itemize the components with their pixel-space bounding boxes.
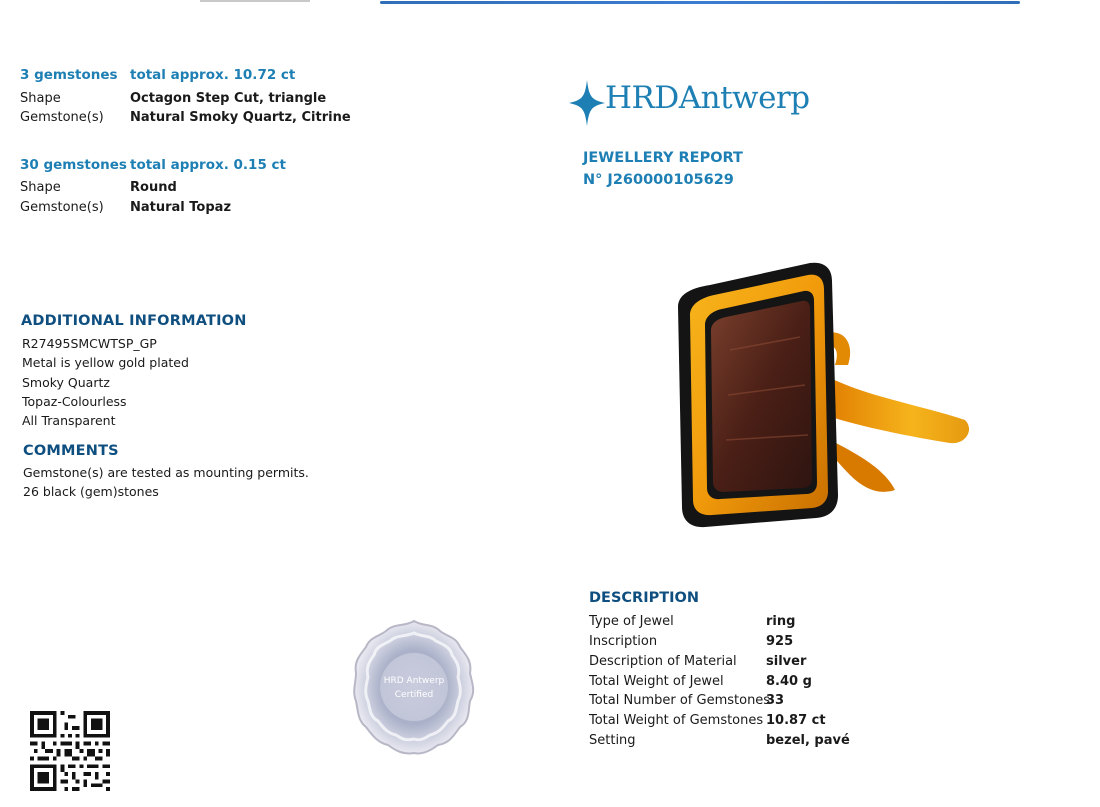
top-grey-line [200, 0, 310, 2]
description-key: Description of Material [589, 654, 737, 669]
description-value: 925 [766, 634, 794, 649]
description-value: 8.40 g [766, 674, 812, 689]
description-value: silver [766, 654, 807, 669]
description-title: DESCRIPTION [589, 590, 699, 606]
additional-info-line: Topaz-Colourless [22, 394, 127, 409]
additional-info-line: All Transparent [22, 413, 116, 428]
comment-line: 26 black (gem)stones [23, 484, 159, 499]
description-key: Type of Jewel [589, 614, 674, 629]
additional-information-title: ADDITIONAL INFORMATION [21, 313, 247, 329]
shape-label: Shape [20, 91, 61, 106]
logo-text: HRDAntwerp [605, 80, 810, 116]
gemstones-value: Natural Smoky Quartz, Citrine [130, 110, 351, 125]
description-key: Setting [589, 733, 636, 748]
additional-info-line: R27495SMCWTSP_GP [22, 336, 157, 351]
description-key: Total Weight of Gemstones [589, 713, 764, 728]
comment-line: Gemstone(s) are tested as mounting permits. [23, 465, 309, 480]
seal-text-line: Certified [394, 690, 434, 700]
description-value: 33 [766, 693, 785, 708]
additional-info-line: Metal is yellow gold plated [22, 355, 189, 370]
report-title: JEWELLERY REPORT [583, 150, 743, 166]
description-key: Total Weight of Jewel [589, 674, 724, 689]
four-point-star-icon [567, 78, 607, 128]
description-key: Inscription [589, 634, 658, 649]
description-value: 10.87 ct [766, 713, 826, 728]
shape-value: Round [130, 180, 177, 195]
gemstones-label: Gemstone(s) [20, 110, 104, 125]
description-key: Total Number of Gemstones [589, 693, 771, 708]
hrd-antwerp-logo [567, 78, 827, 128]
top-blue-band [380, 1, 1020, 4]
gemstones-label: Gemstone(s) [20, 200, 104, 215]
seal-text-line: HRD Antwerp [383, 676, 445, 686]
top-header-strip [160, 0, 1060, 6]
gemstone-weight: total approx. 0.15 ct [130, 157, 286, 173]
additional-info-line: Smoky Quartz [22, 375, 110, 390]
gemstone-count: 3 gemstones [20, 67, 118, 83]
report-number: N° J260000105629 [583, 172, 734, 188]
shape-value: Octagon Step Cut, triangle [130, 91, 327, 106]
description-value: ring [766, 614, 796, 629]
gemstones-value: Natural Topaz [130, 200, 232, 215]
description-value: bezel, pavé [766, 733, 850, 748]
qr-code [30, 708, 110, 794]
shape-label: Shape [20, 180, 61, 195]
hologram-seal [352, 617, 476, 757]
ring-photo [660, 255, 980, 530]
comments-title: COMMENTS [23, 443, 119, 459]
gemstone-weight: total approx. 10.72 ct [130, 67, 296, 83]
gemstone-count: 30 gemstones [20, 157, 127, 173]
